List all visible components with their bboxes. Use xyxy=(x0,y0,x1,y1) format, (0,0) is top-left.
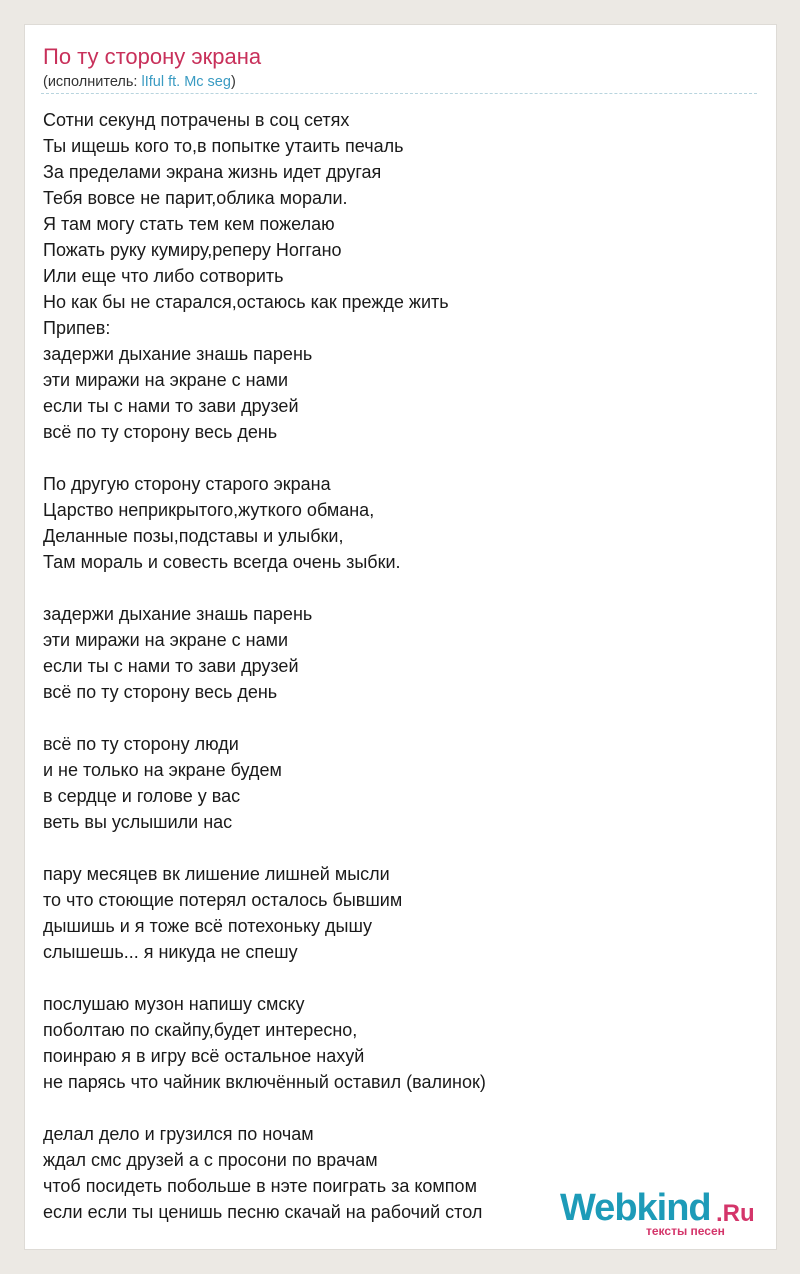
lyric-line: По другую сторону старого экрана xyxy=(43,474,331,494)
lyric-line: в сердце и голове у вас xyxy=(43,786,241,806)
lyric-line: веть вы услышили нас xyxy=(43,812,233,832)
lyrics-text xyxy=(43,107,743,1225)
lyric-line: Тебя вовсе не парит,облика морали. xyxy=(43,188,348,208)
lyric-line: эти миражи на экране с нами xyxy=(43,630,289,650)
lyric-line: послушаю музон напишу смску xyxy=(43,994,305,1014)
lyric-line: Царство неприкрытого,жуткого обмана, xyxy=(43,500,375,520)
lyric-line: то что стоющие потерял осталось бывшим xyxy=(43,890,403,910)
lyric-line: Но как бы не старался,остаюсь как прежде жить xyxy=(43,292,449,312)
lyric-line: дышишь и я тоже всё потехоньку дышу xyxy=(43,916,372,936)
lyric-line: задержи дыхание знашь парень xyxy=(43,344,313,364)
logo-wordmark: Webkind xyxy=(560,1187,711,1229)
lyric-line: не парясь что чайник включённый оставил (валинок) xyxy=(43,1072,486,1092)
lyric-line: всё по ту сторону весь день xyxy=(43,422,278,442)
lyric-blank-line xyxy=(43,575,743,601)
lyric-line: делал дело и грузился по ночам xyxy=(43,1124,314,1144)
lyric-line: Ты ищешь кого то,в попытке утаить печаль xyxy=(43,136,404,156)
artist-prefix: (исполнитель: xyxy=(43,74,142,90)
lyric-line: ждал смс друзей а с просони по врачам xyxy=(43,1150,378,1170)
logo-tagline: тексты песен xyxy=(646,1224,725,1238)
lyric-line: пару месяцев вк лишение лишней мысли xyxy=(43,864,390,884)
song-title: По ту сторону экрана xyxy=(43,44,262,69)
lyric-blank-line xyxy=(43,1095,743,1121)
divider xyxy=(41,93,757,94)
lyric-blank-line xyxy=(43,445,743,471)
lyrics-card xyxy=(24,24,777,1250)
lyric-line: Припев: xyxy=(43,318,111,338)
lyric-blank-line xyxy=(43,835,743,861)
artist-line xyxy=(43,74,236,90)
lyric-blank-line xyxy=(43,705,743,731)
lyric-line: Деланные позы,подставы и улыбки, xyxy=(43,526,344,546)
lyric-line: Я там могу стать тем кем пожелаю xyxy=(43,214,335,234)
lyric-blank-line xyxy=(43,965,743,991)
lyric-line: если ты с нами то зави друзей xyxy=(43,656,299,676)
site-logo[interactable] xyxy=(560,1186,760,1236)
lyric-line: всё по ту сторону люди xyxy=(43,734,239,754)
lyric-line: слышешь... я никуда не спешу xyxy=(43,942,298,962)
lyric-line: Там мораль и совесть всегда очень зыбки. xyxy=(43,552,401,572)
lyric-line: задержи дыхание знашь парень xyxy=(43,604,313,624)
lyric-line: За пределами экрана жизнь идет другая xyxy=(43,162,382,182)
lyric-line: поинраю я в игру всё остальное нахуй xyxy=(43,1046,365,1066)
lyric-line: Или еще что либо сотворить xyxy=(43,266,284,286)
lyric-line: поболтаю по скайпу,будет интересно, xyxy=(43,1020,358,1040)
lyric-line: Сотни секунд потрачены в соц сетях xyxy=(43,110,350,130)
lyric-line: эти миражи на экране с нами xyxy=(43,370,289,390)
lyric-line: если если ты ценишь песню скачай на рабочий стол xyxy=(43,1202,483,1222)
lyric-line: если ты с нами то зави друзей xyxy=(43,396,299,416)
lyric-line: и не только на экране будем xyxy=(43,760,282,780)
lyric-line: всё по ту сторону весь день xyxy=(43,682,278,702)
artist-link[interactable]: lIful ft. Mc seg xyxy=(141,74,231,90)
logo-domain-suffix: .Ru xyxy=(716,1200,755,1227)
lyric-line: Пожать руку кумиру,реперу Ноггано xyxy=(43,240,342,260)
lyric-line: чтоб посидеть побольше в нэте поиграть за компом xyxy=(43,1176,477,1196)
artist-suffix: ) xyxy=(230,74,236,90)
